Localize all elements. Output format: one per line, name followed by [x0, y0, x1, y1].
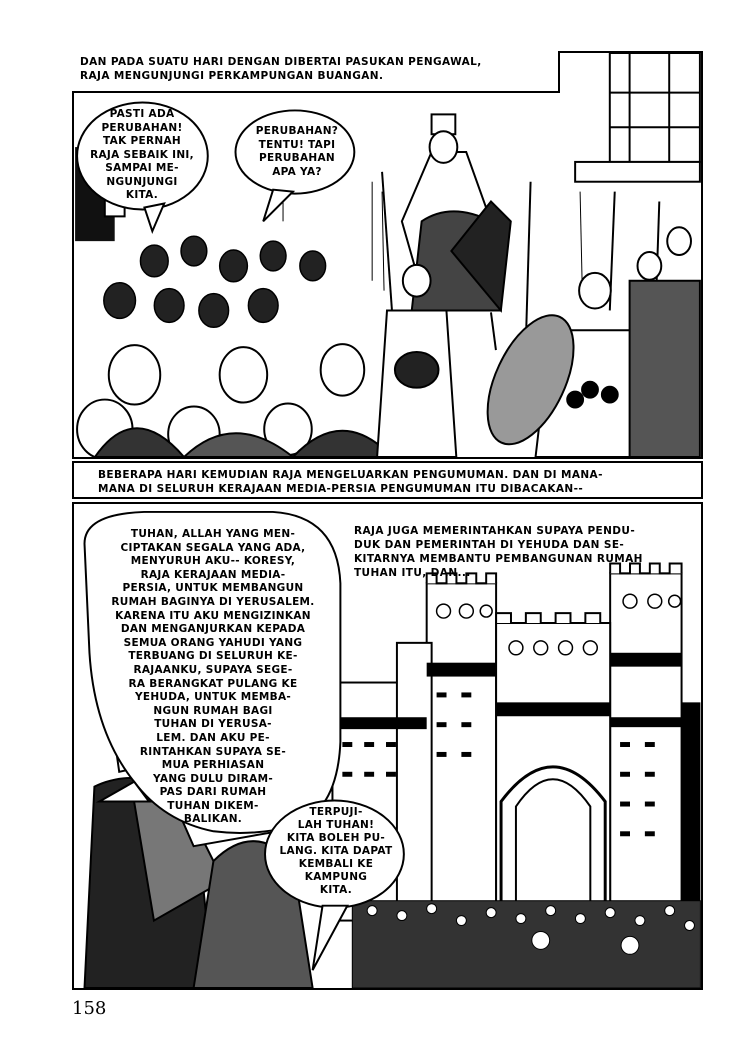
bubble-line: YEHUDA, UNTUK MEMBA- [134, 691, 292, 704]
speech-bubble-villager-left [78, 108, 206, 203]
caption-line: TUHAN ITU, DAN... [354, 567, 471, 579]
bubble-line: RAJA KERAJAAN MEDIA- [140, 568, 286, 581]
caption-line: KITARNYA MEMBANTU PEMBANGUNAN RUMAH [354, 553, 643, 565]
bubble-line: KEMBALI KE [298, 858, 374, 870]
caption-line: BEBERAPA HARI KEMUDIAN RAJA MENGELUARKAN PENGUMUMAN. DAN DI MANA- [98, 469, 603, 481]
bubble-line: KAMPUNG [304, 871, 368, 883]
caption-line: DAN PADA SUATU HARI DENGAN DIBERTAI PASUKAN PENGAWAL, [80, 56, 482, 68]
caption-panel-1 [72, 51, 560, 93]
bubble-line: KITA. [125, 189, 159, 201]
bubble-line: RAJA SEBAIK INI, [90, 148, 194, 161]
bubble-line: RUMAH BAGINYA DI YERUSALEM. [111, 595, 315, 608]
bubble-line: RAJAANKU, SUPAYA SEGE- [133, 663, 293, 676]
caption-rebuild-order [354, 524, 694, 580]
speech-bubble-villager-right [242, 125, 352, 179]
speech-bubble-crowd [270, 806, 402, 897]
speech-bubble-proclamation [88, 528, 338, 827]
bubble-line: PASTI ADA [109, 108, 175, 120]
bubble-line: TAK PERNAH [103, 135, 181, 147]
bubble-line: LEM. DAN AKU PE- [156, 731, 270, 744]
bubble-line: LANG. KITA DAPAT [279, 845, 393, 857]
bubble-line: TUHAN DI YERUSA- [154, 718, 272, 731]
bubble-line: TERBUANG DI SELURUH KE- [128, 650, 298, 663]
bubble-line: SAMPAI ME- [105, 162, 179, 174]
bubble-line: RINTAHKAN SUPAYA SE- [139, 745, 287, 758]
caption-announcement [72, 461, 703, 499]
comic-panel-proclamation [72, 502, 703, 990]
bubble-line: PAS DARI RUMAH [159, 786, 267, 799]
caption-line: DUK DAN PEMERINTAH DI YEHUDA DAN SE- [354, 539, 625, 551]
bubble-line: NGUN RUMAH BAGI [153, 704, 273, 717]
caption-line: RAJA JUGA MEMERINTAHKAN SUPAYA PENDU- [354, 525, 636, 537]
page-number: 158 [72, 998, 107, 1019]
bubble-line: KITA BOLEH PU- [286, 832, 386, 844]
caption-line: MANA DI SELURUH KERAJAAN MEDIA-PERSIA PENGUMUMAN ITU DIBACAKAN-- [98, 483, 584, 495]
bubble-line: DAN MENGANJURKAN KEPADA [120, 623, 306, 636]
bubble-line: PERUBAHAN? [255, 125, 339, 137]
bubble-line: TENTU! TAPI [258, 138, 336, 151]
bubble-line: SEMUA ORANG YAHUDI YANG [123, 636, 303, 649]
bubble-line: TUHAN DIKEM- [167, 799, 259, 812]
bubble-line: RA BERANGKAT PULANG KE [128, 677, 298, 690]
bubble-line: PERUBAHAN [258, 152, 335, 164]
bubble-line: LAH TUHAN! [297, 819, 375, 831]
bubble-line: NGUNJUNGI [106, 175, 178, 188]
bubble-line: PERSIA, UNTUK MEMBANGUN [122, 582, 304, 595]
bubble-line: PERUBAHAN! [101, 121, 183, 134]
bubble-line: TUHAN, ALLAH YANG MEN- [130, 528, 296, 540]
comic-panel-king-visit [72, 51, 703, 459]
bubble-line: KARENA ITU AKU MENGIZINKAN [115, 609, 311, 622]
bubble-line: APA YA? [272, 165, 322, 178]
bubble-line: TERPUJI- [309, 806, 363, 818]
bubble-line: KITA. [319, 884, 353, 896]
caption-line: RAJA MENGUNJUNGI PERKAMPUNGAN BUANGAN. [80, 70, 384, 82]
bubble-line: BALIKAN. [183, 813, 243, 826]
bubble-line: YANG DULU DIRAM- [153, 772, 273, 785]
bubble-line: CIPTAKAN SEGALA YANG ADA, [120, 541, 306, 554]
bubble-line: MUA PERHIASAN [161, 759, 265, 772]
bubble-line: MENYURUH AKU-- KORESY, [130, 555, 296, 568]
